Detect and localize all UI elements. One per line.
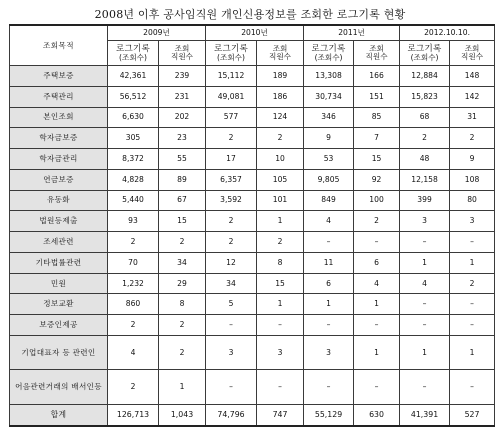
table-row (10, 252, 495, 273)
cell-value: 15,823 (400, 86, 450, 107)
cell-value: 100 (354, 190, 400, 211)
staff-header-top: 조회 (174, 44, 190, 54)
cell-value: 15 (257, 273, 304, 294)
cell-value: 2 (206, 128, 257, 149)
cell-value: 29 (159, 273, 206, 294)
cell-value: 4 (108, 335, 159, 369)
cell-value: 31 (450, 107, 495, 128)
total-value: 55,129 (304, 404, 354, 426)
cell-value: 12,884 (400, 66, 450, 87)
table-row (10, 149, 495, 170)
cell-value: 10 (257, 149, 304, 170)
cell-value: 3 (450, 211, 495, 232)
row-purpose: 유동화 (10, 190, 108, 211)
table-row (10, 294, 495, 315)
row-purpose: 주택관리 (10, 86, 108, 107)
cell-value: 48 (400, 149, 450, 170)
row-purpose: 학자금관리 (10, 149, 108, 170)
table-row (10, 107, 495, 128)
year-header: 2011년 (304, 25, 400, 41)
cell-value: 49,081 (206, 86, 257, 107)
log-header-bottom: (조회수) (119, 52, 147, 62)
cell-value: 1 (450, 252, 495, 273)
cell-value: 93 (108, 211, 159, 232)
cell-value: 2 (206, 232, 257, 253)
cell-value: 17 (206, 149, 257, 170)
cell-value: 3 (304, 335, 354, 369)
cell-value: 6 (354, 252, 400, 273)
cell-value: 2 (206, 211, 257, 232)
cell-value: 1 (400, 335, 450, 369)
log-header-bottom: (조회수) (314, 52, 343, 62)
cell-value: 2 (354, 211, 400, 232)
cell-value: 142 (450, 86, 495, 107)
cell-value: 12 (206, 252, 257, 273)
cell-value: 67 (159, 190, 206, 211)
total-value: 630 (354, 404, 400, 426)
row-purpose: 정보교환 (10, 294, 108, 315)
cell-value: 6,630 (108, 107, 159, 128)
cell-value: 5,440 (108, 190, 159, 211)
cell-value: 9,805 (304, 169, 354, 190)
cell-value: 3 (257, 335, 304, 369)
cell-value: 34 (206, 273, 257, 294)
cell-value: 1 (257, 294, 304, 315)
cell-value: – (354, 315, 400, 336)
staff-header-bottom: 직원수 (365, 52, 388, 62)
log-header-top: 로그기록 (214, 43, 249, 54)
row-purpose: 본인조회 (10, 107, 108, 128)
cell-value: 13,308 (304, 66, 354, 87)
cell-value: 15,112 (206, 66, 257, 87)
cell-value: 2 (257, 232, 304, 253)
staff-count-header (354, 41, 400, 66)
cell-value: 3,592 (206, 190, 257, 211)
cell-value: 124 (257, 107, 304, 128)
cell-value: 9 (450, 149, 495, 170)
cell-value: 85 (354, 107, 400, 128)
cell-value: 189 (257, 66, 304, 87)
cell-value: – (206, 370, 257, 404)
cell-value: 8,372 (108, 149, 159, 170)
page-title: 2008년 이후 공사임직원 개인신용정보를 조회한 로그기록 현황 (94, 8, 406, 21)
cell-value: 1 (304, 294, 354, 315)
row-purpose: 주택보증 (10, 66, 108, 87)
staff-count-header (257, 41, 304, 66)
staff-header-bottom: 직원수 (269, 52, 292, 62)
cell-value: 55 (159, 149, 206, 170)
row-purpose: 민원 (10, 273, 108, 294)
cell-value: 148 (450, 66, 495, 87)
cell-value: 53 (304, 149, 354, 170)
year-header: 2009년 (108, 25, 206, 41)
year-header: 2012.10.10. (400, 25, 495, 41)
cell-value: 11 (304, 252, 354, 273)
cell-value: 34 (159, 252, 206, 273)
total-value: 126,713 (108, 404, 159, 426)
total-value: 1,043 (159, 404, 206, 426)
cell-value: 860 (108, 294, 159, 315)
cell-value: 4,828 (108, 169, 159, 190)
cell-value: 346 (304, 107, 354, 128)
cell-value: 23 (159, 128, 206, 149)
table-body (10, 25, 495, 426)
staff-header-top: 조회 (369, 44, 384, 54)
cell-value: 305 (108, 128, 159, 149)
year-header: 2010년 (206, 25, 304, 41)
cell-value: 30,734 (304, 86, 354, 107)
cell-value: 70 (108, 252, 159, 273)
cell-value: – (450, 370, 495, 404)
row-purpose: 기업대표자 등 관련인 (10, 335, 108, 369)
cell-value: 56,512 (108, 86, 159, 107)
cell-value: 7 (354, 128, 400, 149)
cell-value: – (304, 315, 354, 336)
staff-count-header (159, 41, 206, 66)
total-row (10, 404, 495, 426)
log-header-top: 로그기록 (115, 43, 150, 54)
log-header-top: 로그기록 (311, 43, 346, 54)
cell-value: – (400, 294, 450, 315)
cell-value: – (400, 315, 450, 336)
header-row-years (10, 25, 495, 41)
cell-value: – (354, 232, 400, 253)
log-count-header (400, 41, 450, 66)
total-value: 41,391 (400, 404, 450, 426)
cell-value: 6 (304, 273, 354, 294)
table-row (10, 335, 495, 369)
log-header-top: 로그기록 (407, 43, 442, 54)
cell-value: 1 (354, 335, 400, 369)
cell-value: – (400, 232, 450, 253)
table-row (10, 232, 495, 253)
cell-value: 8 (257, 252, 304, 273)
cell-value: 2 (450, 128, 495, 149)
table-row (10, 211, 495, 232)
log-count-header (108, 41, 159, 66)
staff-count-header (450, 41, 495, 66)
staff-header-bottom: 직원수 (461, 52, 484, 62)
cell-value: 166 (354, 66, 400, 87)
cell-value: 80 (450, 190, 495, 211)
cell-value: 3 (400, 211, 450, 232)
staff-header-top: 조회 (464, 44, 480, 54)
cell-value: 92 (354, 169, 400, 190)
cell-value: 2 (159, 232, 206, 253)
total-value: 747 (257, 404, 304, 426)
cell-value: 239 (159, 66, 206, 87)
cell-value: 2 (450, 273, 495, 294)
cell-value: 5 (206, 294, 257, 315)
cell-value: – (304, 370, 354, 404)
cell-value: – (354, 370, 400, 404)
staff-header-bottom: 직원수 (171, 52, 194, 62)
cell-value: 399 (400, 190, 450, 211)
table-row (10, 190, 495, 211)
cell-value: – (257, 315, 304, 336)
total-label: 합계 (10, 404, 108, 426)
log-header-bottom: (조회수) (410, 52, 439, 62)
row-purpose: 학자금보증 (10, 128, 108, 149)
cell-value: 101 (257, 190, 304, 211)
cell-value: 8 (159, 294, 206, 315)
cell-value: – (304, 232, 354, 253)
cell-value: 202 (159, 107, 206, 128)
cell-value: – (257, 370, 304, 404)
cell-value: 1 (354, 294, 400, 315)
cell-value: – (450, 232, 495, 253)
cell-value: 231 (159, 86, 206, 107)
table-row (10, 315, 495, 336)
staff-header-top: 조회 (272, 44, 288, 54)
cell-value: 1,232 (108, 273, 159, 294)
cell-value: – (206, 315, 257, 336)
row-purpose: 법원등제출 (10, 211, 108, 232)
cell-value: 105 (257, 169, 304, 190)
cell-value: 12,158 (400, 169, 450, 190)
cell-value: 15 (159, 211, 206, 232)
cell-value: 2 (159, 315, 206, 336)
cell-value: 1 (159, 370, 206, 404)
table-row (10, 370, 495, 404)
cell-value: 1 (257, 211, 304, 232)
table-row (10, 169, 495, 190)
log-count-header (206, 41, 257, 66)
table-row (10, 66, 495, 87)
row-purpose: 기타법률관련 (10, 252, 108, 273)
row-purpose: 연금보증 (10, 169, 108, 190)
cell-value: 2 (400, 128, 450, 149)
row-purpose: 조세관련 (10, 232, 108, 253)
cell-value: – (400, 370, 450, 404)
cell-value: 108 (450, 169, 495, 190)
log-record-table (9, 24, 495, 427)
cell-value: – (450, 315, 495, 336)
cell-value: 2 (159, 335, 206, 369)
cell-value: 151 (354, 86, 400, 107)
cell-value: 68 (400, 107, 450, 128)
cell-value: 849 (304, 190, 354, 211)
cell-value: 4 (354, 273, 400, 294)
cell-value: 2 (108, 370, 159, 404)
cell-value: 42,361 (108, 66, 159, 87)
purpose-header: 조회목적 (10, 25, 108, 66)
cell-value: 15 (354, 149, 400, 170)
cell-value: 6,357 (206, 169, 257, 190)
cell-value: 3 (206, 335, 257, 369)
cell-value: 2 (108, 232, 159, 253)
total-value: 74,796 (206, 404, 257, 426)
cell-value: 186 (257, 86, 304, 107)
cell-value: 2 (108, 315, 159, 336)
table-row (10, 86, 495, 107)
cell-value: 1 (400, 252, 450, 273)
cell-value: 89 (159, 169, 206, 190)
cell-value: 4 (304, 211, 354, 232)
cell-value: – (450, 294, 495, 315)
cell-value: 1 (450, 335, 495, 369)
total-value: 527 (450, 404, 495, 426)
log-header-bottom: (조회수) (217, 52, 245, 62)
cell-value: 4 (400, 273, 450, 294)
cell-value: 2 (257, 128, 304, 149)
cell-value: 9 (304, 128, 354, 149)
table-row (10, 273, 495, 294)
log-count-header (304, 41, 354, 66)
table-row (10, 128, 495, 149)
cell-value: 577 (206, 107, 257, 128)
row-purpose: 어음관련거래의 배서인등 (10, 370, 108, 404)
row-purpose: 보증인제공 (10, 315, 108, 336)
